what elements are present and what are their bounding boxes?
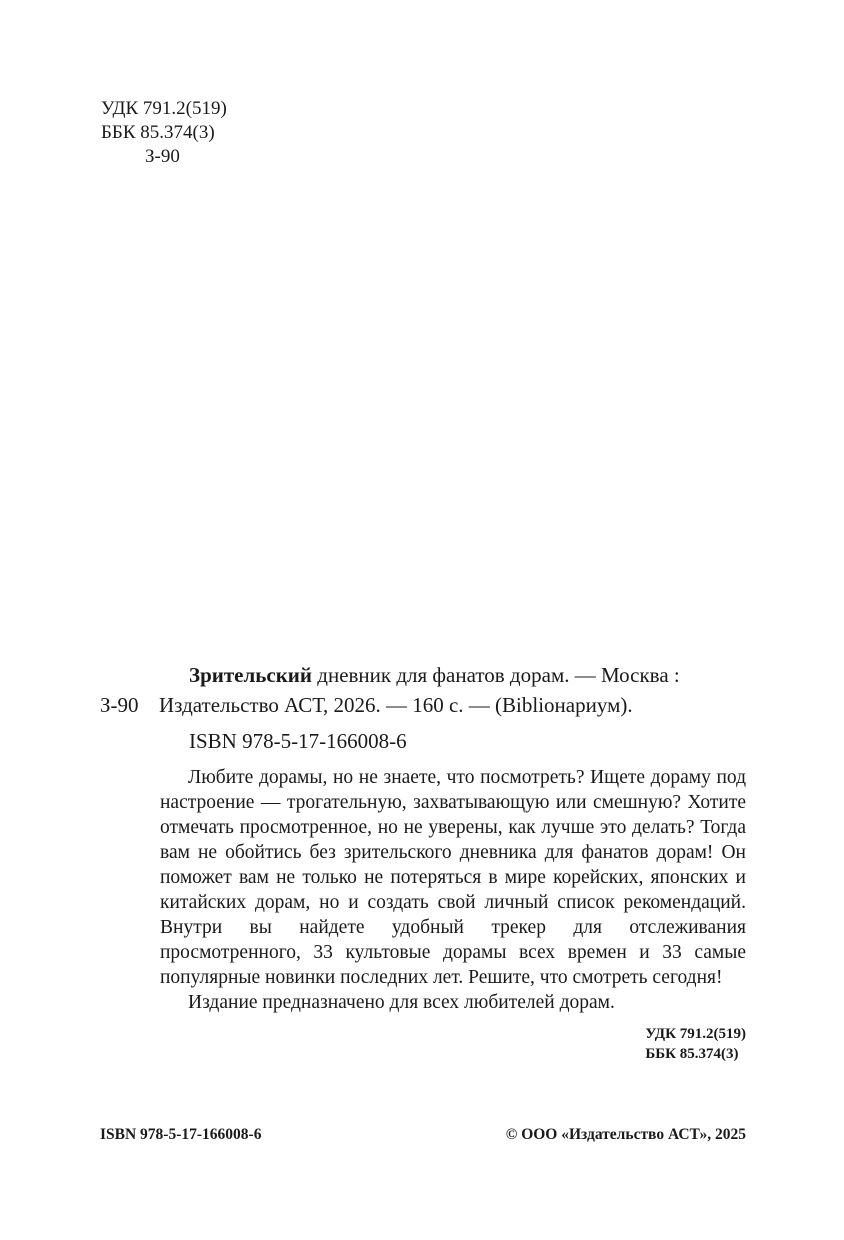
biblio-author-mark: З-90 (100, 693, 139, 717)
biblio-line-1-rest: дневник для фанатов дорам. — Москва : (312, 663, 680, 687)
annotation (160, 765, 746, 1015)
udk-code: УДК 791.2(519) (101, 98, 227, 119)
annotation-paragraph: Любите дорамы, но не знаете, что посмотреть? Ищете дораму под настроение — трогательную, захватывающую или смешную? Хотите отмечать просмотренное, но не уверены, как лучше это делать? Тогда вам не обойтись без зрительского дневника для фанатов дорам! Он поможет вам не только не потеряться в мире корейских, японских и китайских дорам, но и создать свой личный список рекомендаций. Внутри вы найдете удобный трекер для отслеживания просмотренного, 33 культовые дорамы всех времен и 33 самые популярные новинки последних лет. Решите, что смотреть сегодня! (160, 767, 746, 988)
bbk-code-bottom: ББК 85.374(3) (645, 1046, 739, 1062)
udk-code-bottom: УДК 791.2(519) (645, 1026, 746, 1042)
annotation-audience: Издание предназначено для всех любителей дорам. (188, 992, 615, 1013)
bbk-code: ББК 85.374(3) (101, 122, 215, 143)
classification-codes-top (101, 97, 227, 169)
classification-codes-bottom (645, 1024, 746, 1064)
biblio-isbn: ISBN 978-5-17-166008-6 (189, 729, 407, 753)
bibliographic-record (100, 660, 746, 756)
biblio-line-2 (100, 690, 746, 720)
author-mark: З-90 (145, 146, 180, 167)
footer (100, 1126, 746, 1144)
publisher-info: Издательство АСТ, 2026. — 160 с. — (Biblioнариум). (159, 693, 633, 717)
footer-isbn: ISBN 978-5-17-166008-6 (100, 1126, 262, 1143)
book-title-word: Зрительский (189, 663, 313, 687)
biblio-line-1 (100, 660, 746, 690)
copyright: © ООО «Издательство АСТ», 2025 (505, 1126, 746, 1143)
